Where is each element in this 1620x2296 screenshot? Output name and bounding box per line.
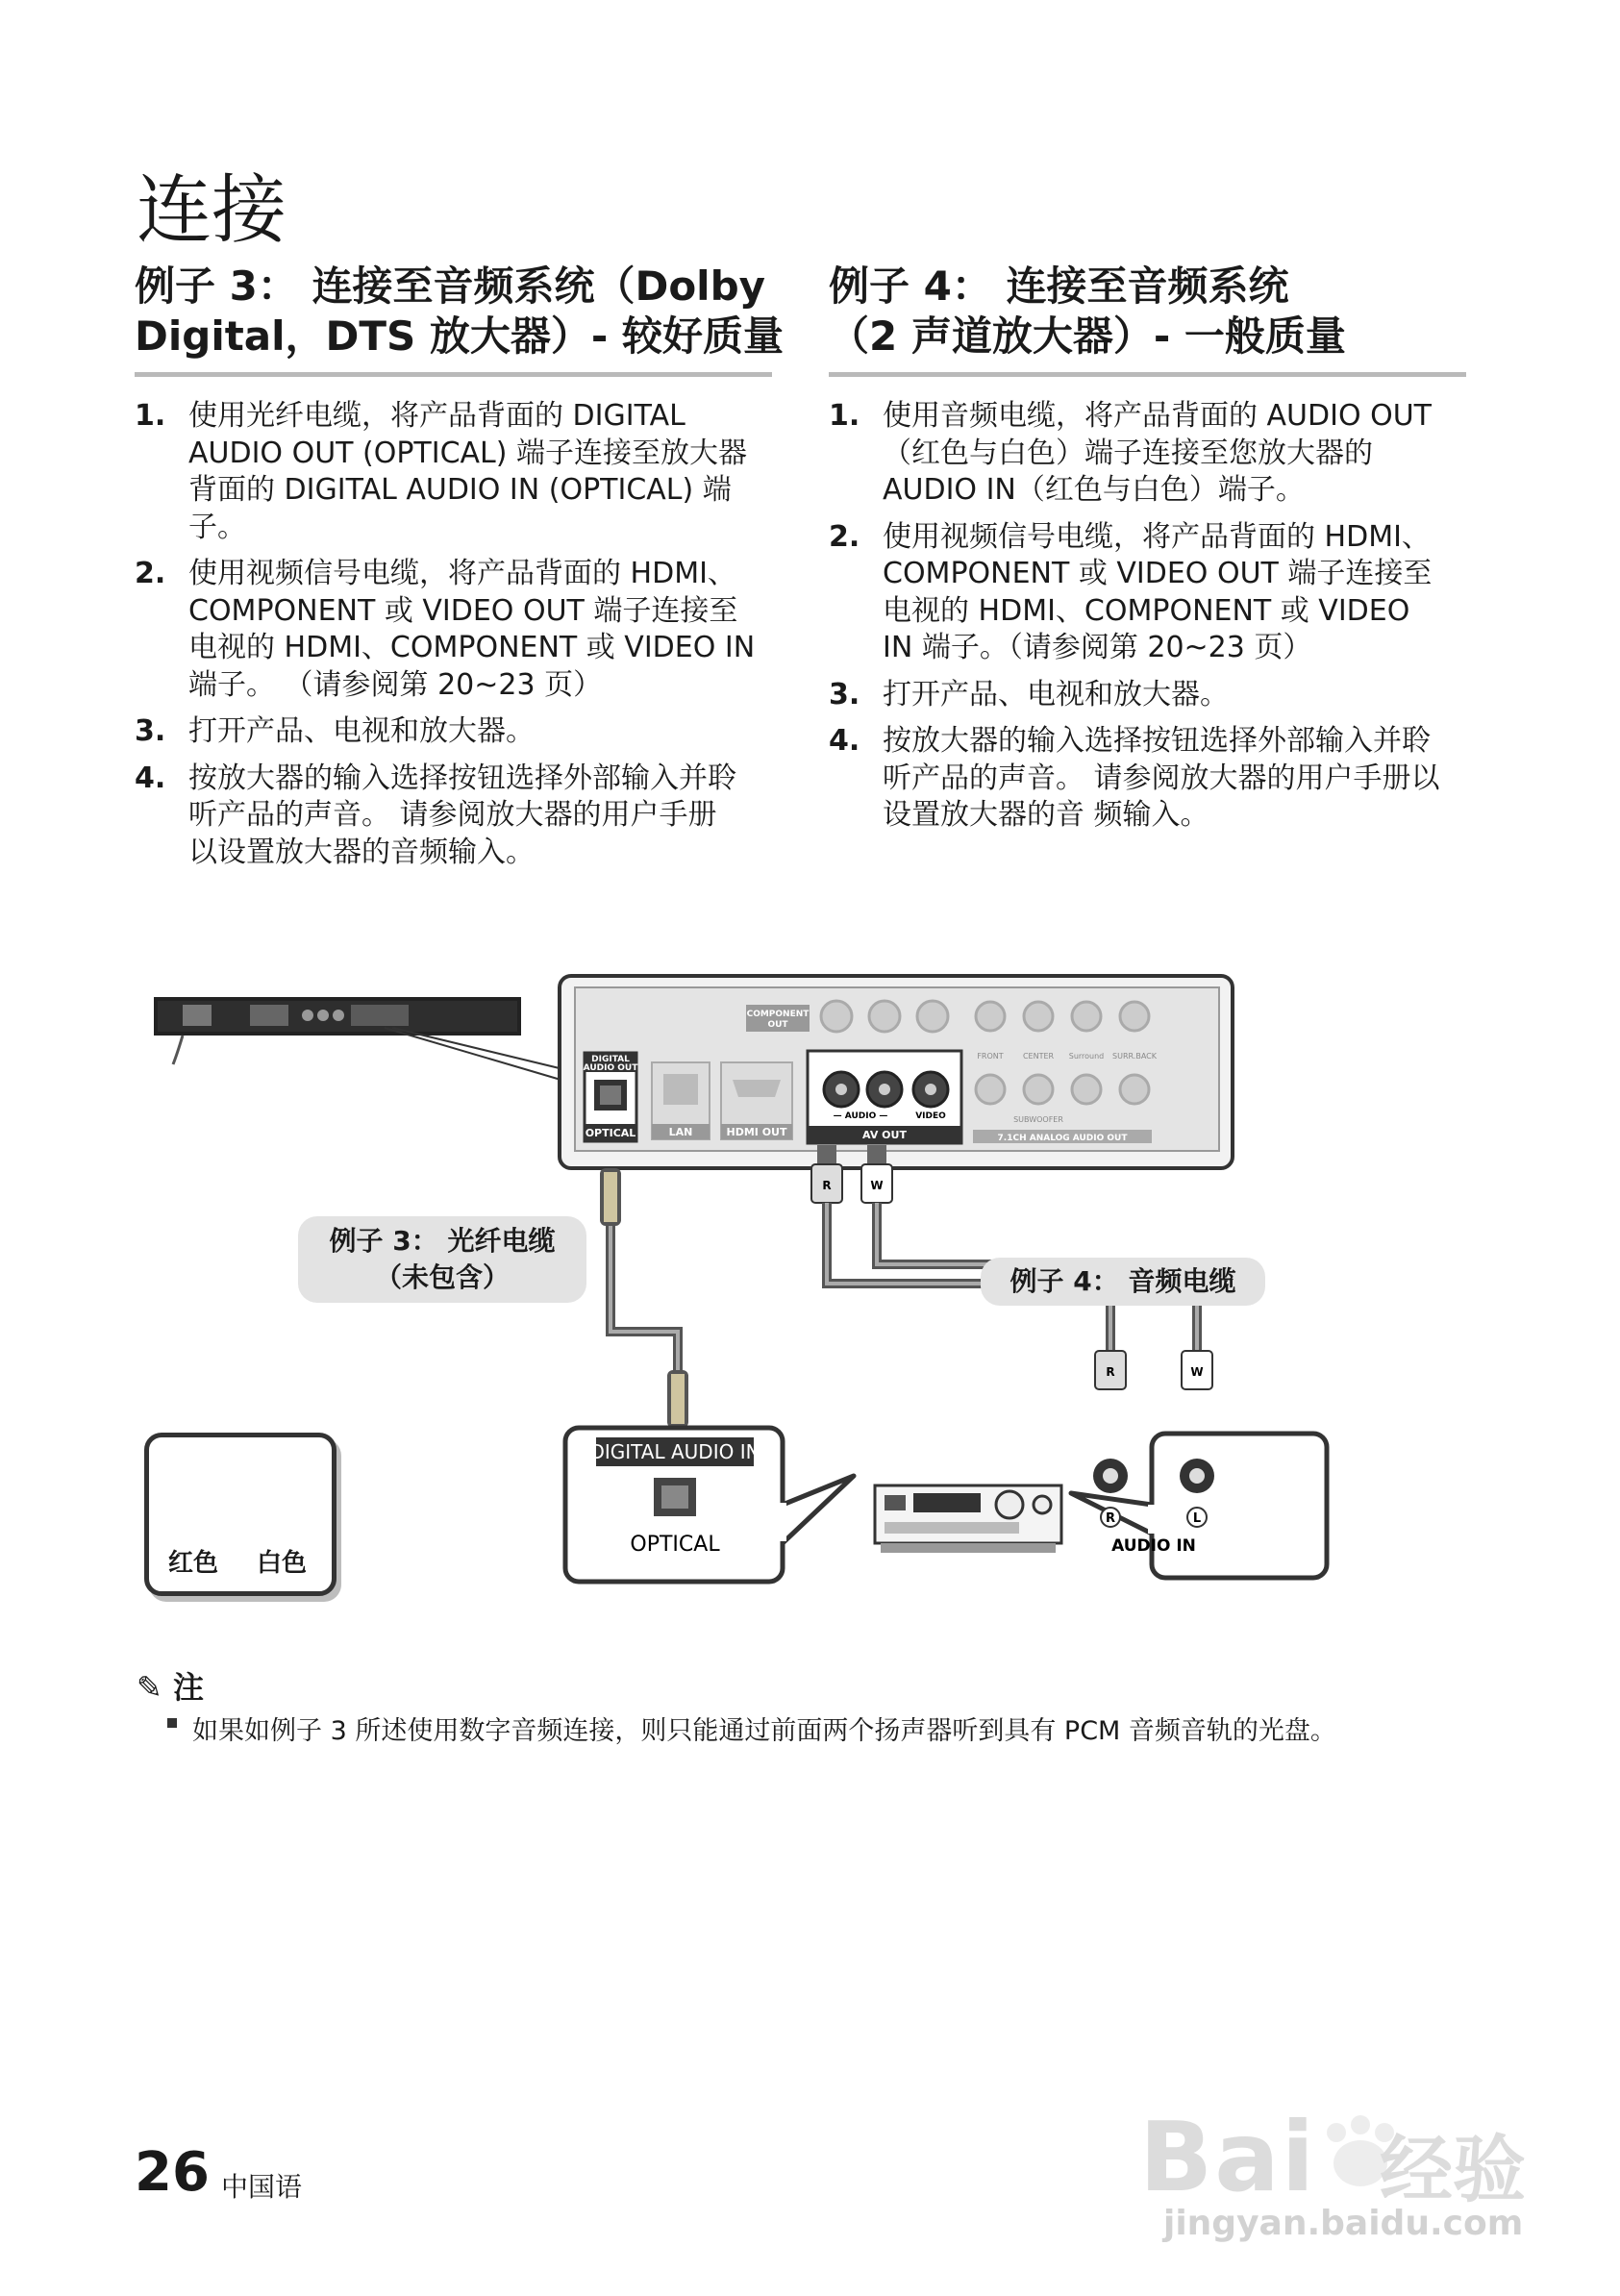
pencil-icon: ✎ [137,1669,162,1706]
step-line: 电视的 HDMI、COMPONENT 或 VIDEO IN [188,631,756,664]
jack-l-label: L [1192,1511,1202,1526]
list-item [829,519,1473,667]
list-item [829,677,1473,714]
step-line: 使用音频电缆，将产品背面的 AUDIO OUT [883,399,1433,433]
front-label: FRONT [977,1052,1004,1061]
step-line: 打开产品、电视和放大器。 [188,714,535,748]
amplifier-illustration [875,1485,1061,1553]
component-out-label2: OUT [767,1020,788,1030]
note-heading-text: 注 [172,1669,204,1706]
optical-port-label: OPTICAL [585,1127,636,1139]
step-number: 1. [135,399,166,433]
legend-red-label: 红色 [168,1549,219,1578]
jack-r-label: R [1105,1511,1116,1526]
step-line: AUDIO OUT (OPTICAL) 端子连接至放大器 [188,436,748,470]
back-panel-zoom [560,976,1233,1168]
plug-r-label-top: R [822,1179,832,1192]
square-bullet-icon [167,1718,177,1728]
step-number: 2. [135,557,166,590]
list-item [135,713,779,751]
right-heading-rule [829,372,1466,377]
audio-in-box [1071,1434,1336,1578]
center-label: CENTER [1022,1052,1055,1061]
component-out-label1: COMPONENT [746,1010,810,1019]
step-number: 2. [829,519,860,554]
subwoofer-label: SUBWOOFER [1013,1115,1063,1124]
page-number: 26 [135,2141,210,2204]
step-line: 设置放大器的音 频输入。 [883,798,1209,832]
av-out-label: AV OUT [862,1129,907,1141]
step-line: 使用视频信号电缆，将产品背面的 HDMI、 [188,557,736,590]
step-line: 背面的 DIGITAL AUDIO IN (OPTICAL) 端 [188,473,732,507]
note-item-text: 如果如例子 3 所述使用数字音频连接，则只能通过前面两个扬声器听到具有 PCM 音频音轨的光盘。 [192,1716,1336,1746]
watermark-brand: Bai [1139,2101,1316,2213]
right-heading-line2: （2 声道放大器）- 一般质量 [829,312,1346,360]
watermark-url: jingyan.baidu.com [1163,2204,1524,2243]
step-line: 使用光纤电缆，将产品背面的 DIGITAL [188,399,685,433]
left-heading-line2: Digital，DTS 放大器）- 较好质量 [135,312,784,360]
left-heading-rule [135,372,772,377]
surr-back-label: SURR.BACK [1112,1052,1157,1061]
plug-r-label-bottom: R [1106,1365,1115,1379]
step-line: AUDIO IN（红色与白色）端子。 [883,473,1305,507]
left-steps-list [135,398,779,881]
right-steps-list [829,398,1473,844]
page-title: 连接 [137,167,287,255]
list-item [135,556,779,704]
list-item [829,398,1473,510]
step-number: 3. [135,714,166,748]
digital-audio-out-label2: AUDIO OUT [583,1063,638,1073]
step-line: 听产品的声音。 请参阅放大器的用户手册以 [883,761,1440,795]
step-line: 打开产品、电视和放大器。 [883,677,1229,711]
legend-white-label: 白色 [257,1549,308,1578]
surround-label: Surround [1068,1052,1105,1061]
step-line: 听产品的声音。 请参阅放大器的用户手册 [188,798,717,832]
digital-audio-out-label1: DIGITAL [591,1055,630,1064]
digital-audio-in-box [565,1428,854,1582]
hdmi-out-label: HDMI OUT [726,1126,787,1138]
list-item [135,761,779,872]
left-section-heading [135,262,784,362]
left-heading-line1: 例子 3： 连接至音频系统（Dolby [135,262,766,310]
page-language: 中国语 [221,2171,303,2203]
example3-callout-line1: 例子 3： 光纤电缆 [329,1225,556,1257]
step-number: 4. [135,761,166,795]
list-item [135,398,779,546]
step-line: 电视的 HDMI、COMPONENT 或 VIDEO [883,593,1410,628]
analog-out-label: 7.1CH ANALOG AUDIO OUT [997,1134,1128,1143]
audio-in-label: AUDIO IN [1111,1536,1196,1556]
step-line: 以设置放大器的音频输入。 [188,835,535,869]
step-line: 使用视频信号电缆，将产品背面的 HDMI、 [883,519,1431,554]
step-line: 子。 [188,510,246,544]
step-line: 按放大器的输入选择按钮选择外部输入并聆 [188,761,736,795]
step-line: COMPONENT 或 VIDEO OUT 端子连接至 [188,593,738,628]
step-line: COMPONENT 或 VIDEO OUT 端子连接至 [883,557,1433,590]
optical-in-label: OPTICAL [630,1533,720,1557]
watermark-brand-cn: 经验 [1380,2127,1526,2212]
example3-callout-line2: （未包含） [374,1261,510,1293]
step-line: 端子。 （请参阅第 20~23 页） [188,667,603,702]
note-item [192,1710,1336,1747]
example4-callout: 例子 4： 音频电缆 [981,1258,1265,1306]
note-heading [137,1663,204,1708]
lan-port-label: LAN [668,1126,693,1138]
optical-cable [600,1168,688,1428]
av-audio-label: — AUDIO — [833,1111,888,1121]
plug-w-label-bottom: W [1190,1365,1204,1379]
example3-callout [298,1216,586,1303]
step-line: IN 端子。（请参阅第 20~23 页） [883,631,1312,664]
right-heading-line1: 例子 4： 连接至音频系统 [829,262,1289,310]
list-item [829,723,1473,835]
step-line: 按放大器的输入选择按钮选择外部输入并聆 [883,724,1431,758]
step-number: 1. [829,399,860,433]
av-video-label: VIDEO [915,1111,946,1121]
player-unit-illustration [154,997,567,1082]
step-line: （红色与白色）端子连接至您放大器的 [883,436,1373,470]
step-number: 4. [829,724,860,758]
plug-w-label-top: W [870,1179,884,1192]
connection-diagram [144,966,1336,1601]
right-section-heading [829,262,1346,362]
step-number: 3. [829,677,860,711]
digital-audio-in-label: DIGITAL AUDIO IN [589,1440,760,1463]
